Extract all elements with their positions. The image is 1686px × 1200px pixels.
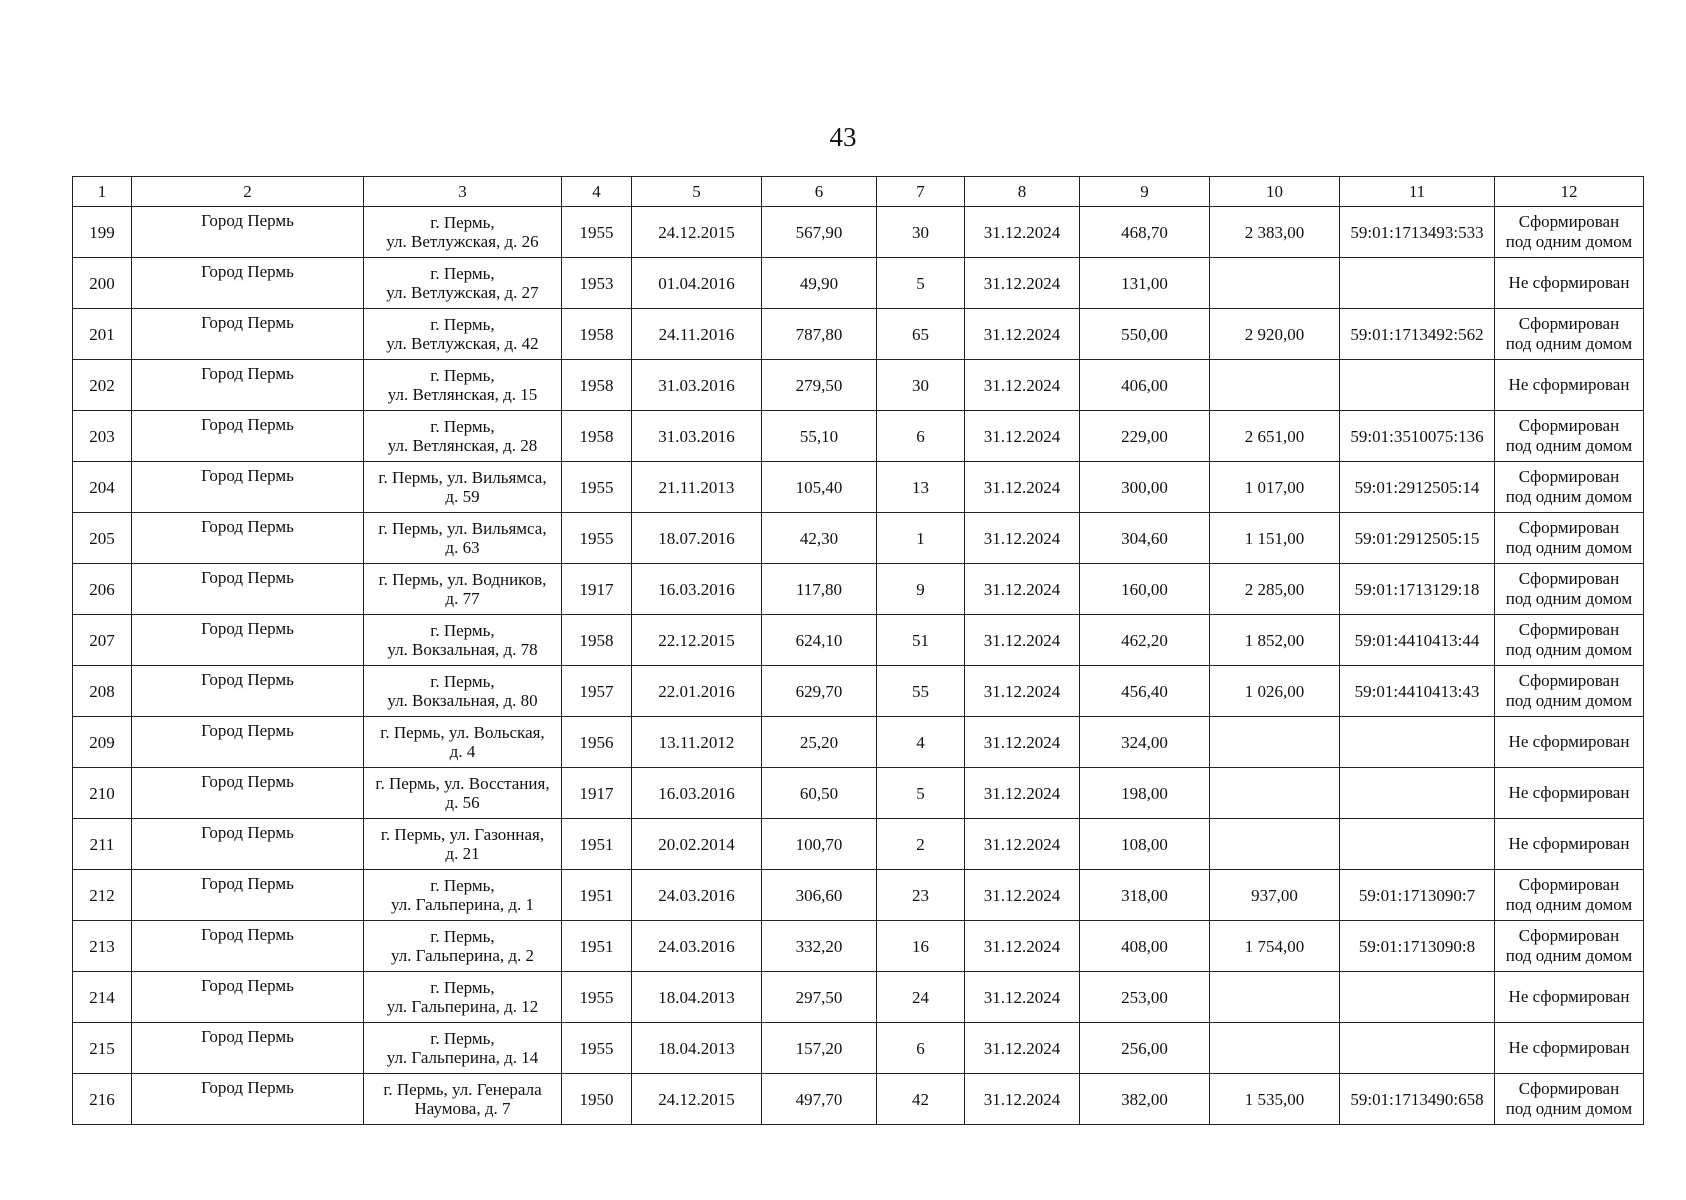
page-number: 43	[829, 122, 857, 152]
area-cell: 497,70	[762, 1074, 877, 1125]
address-cell: г. Пермь, ул. Вильямса, д. 63	[364, 513, 562, 564]
table-row	[73, 717, 1644, 768]
residents-cell: 13	[877, 462, 965, 513]
date-cell: 24.03.2016	[632, 870, 762, 921]
table-row	[73, 819, 1644, 870]
residents-cell: 30	[877, 207, 965, 258]
column-header: 12	[1495, 177, 1644, 207]
municipality-cell: Город Пермь	[132, 360, 364, 411]
year-cell: 1951	[562, 819, 632, 870]
column-10-cell: 1 017,00	[1210, 462, 1340, 513]
deadline-cell: 31.12.2024	[965, 513, 1080, 564]
column-header: 5	[632, 177, 762, 207]
deadline-cell: 31.12.2024	[965, 207, 1080, 258]
housing-registry-table	[72, 176, 1644, 1125]
municipality-cell: Город Пермь	[132, 870, 364, 921]
cadastral-number-cell	[1340, 768, 1495, 819]
column-10-cell: 2 285,00	[1210, 564, 1340, 615]
residents-cell: 51	[877, 615, 965, 666]
municipality-cell: Город Пермь	[132, 768, 364, 819]
year-cell: 1955	[562, 462, 632, 513]
column-9-cell: 318,00	[1080, 870, 1210, 921]
area-cell: 332,20	[762, 921, 877, 972]
residents-cell: 6	[877, 411, 965, 462]
deadline-cell: 31.12.2024	[965, 921, 1080, 972]
status-cell: Не сформирован	[1495, 360, 1644, 411]
address-cell: г. Пермь, ул. Вокзальная, д. 80	[364, 666, 562, 717]
address-cell: г. Пермь, ул. Ветлужская, д. 42	[364, 309, 562, 360]
column-header: 11	[1340, 177, 1495, 207]
column-9-cell: 382,00	[1080, 1074, 1210, 1125]
cadastral-number-cell	[1340, 258, 1495, 309]
table-header-row	[73, 177, 1644, 207]
date-cell: 01.04.2016	[632, 258, 762, 309]
column-9-cell: 229,00	[1080, 411, 1210, 462]
area-cell: 297,50	[762, 972, 877, 1023]
column-9-cell: 408,00	[1080, 921, 1210, 972]
row-number-cell: 208	[73, 666, 132, 717]
column-header: 2	[132, 177, 364, 207]
row-number-cell: 200	[73, 258, 132, 309]
table-row	[73, 1023, 1644, 1074]
column-9-cell: 456,40	[1080, 666, 1210, 717]
year-cell: 1950	[562, 1074, 632, 1125]
column-10-cell: 2 920,00	[1210, 309, 1340, 360]
address-cell: г. Пермь, ул. Газонная, д. 21	[364, 819, 562, 870]
column-9-cell: 550,00	[1080, 309, 1210, 360]
row-number-cell: 215	[73, 1023, 132, 1074]
date-cell: 31.03.2016	[632, 411, 762, 462]
column-9-cell: 160,00	[1080, 564, 1210, 615]
row-number-cell: 210	[73, 768, 132, 819]
year-cell: 1956	[562, 717, 632, 768]
deadline-cell: 31.12.2024	[965, 819, 1080, 870]
area-cell: 100,70	[762, 819, 877, 870]
row-number-cell: 201	[73, 309, 132, 360]
date-cell: 24.11.2016	[632, 309, 762, 360]
status-cell: Сформирован под одним домом	[1495, 309, 1644, 360]
date-cell: 18.04.2013	[632, 1023, 762, 1074]
column-header: 9	[1080, 177, 1210, 207]
table-row	[73, 768, 1644, 819]
column-10-cell: 2 383,00	[1210, 207, 1340, 258]
column-10-cell: 2 651,00	[1210, 411, 1340, 462]
table-row	[73, 309, 1644, 360]
year-cell: 1957	[562, 666, 632, 717]
deadline-cell: 31.12.2024	[965, 360, 1080, 411]
deadline-cell: 31.12.2024	[965, 462, 1080, 513]
address-cell: г. Пермь, ул. Гальперина, д. 12	[364, 972, 562, 1023]
residents-cell: 24	[877, 972, 965, 1023]
cadastral-number-cell: 59:01:2912505:14	[1340, 462, 1495, 513]
year-cell: 1958	[562, 411, 632, 462]
address-cell: г. Пермь, ул. Гальперина, д. 2	[364, 921, 562, 972]
deadline-cell: 31.12.2024	[965, 258, 1080, 309]
status-cell: Не сформирован	[1495, 258, 1644, 309]
table-row	[73, 615, 1644, 666]
table-row	[73, 411, 1644, 462]
cadastral-number-cell	[1340, 717, 1495, 768]
date-cell: 18.04.2013	[632, 972, 762, 1023]
address-cell: г. Пермь, ул. Водников, д. 77	[364, 564, 562, 615]
status-cell: Сформирован под одним домом	[1495, 870, 1644, 921]
column-9-cell: 406,00	[1080, 360, 1210, 411]
column-10-cell	[1210, 819, 1340, 870]
table-row	[73, 360, 1644, 411]
date-cell: 16.03.2016	[632, 768, 762, 819]
date-cell: 22.12.2015	[632, 615, 762, 666]
residents-cell: 30	[877, 360, 965, 411]
cadastral-number-cell	[1340, 972, 1495, 1023]
table-row	[73, 972, 1644, 1023]
column-10-cell: 1 026,00	[1210, 666, 1340, 717]
table-row	[73, 258, 1644, 309]
deadline-cell: 31.12.2024	[965, 666, 1080, 717]
year-cell: 1958	[562, 309, 632, 360]
area-cell: 279,50	[762, 360, 877, 411]
column-10-cell: 937,00	[1210, 870, 1340, 921]
residents-cell: 2	[877, 819, 965, 870]
area-cell: 105,40	[762, 462, 877, 513]
area-cell: 624,10	[762, 615, 877, 666]
municipality-cell: Город Пермь	[132, 1074, 364, 1125]
column-10-cell	[1210, 360, 1340, 411]
address-cell: г. Пермь, ул. Ветлужская, д. 26	[364, 207, 562, 258]
column-10-cell	[1210, 717, 1340, 768]
cadastral-number-cell: 59:01:1713129:18	[1340, 564, 1495, 615]
municipality-cell: Город Пермь	[132, 207, 364, 258]
deadline-cell: 31.12.2024	[965, 768, 1080, 819]
address-cell: г. Пермь, ул. Ветлянская, д. 15	[364, 360, 562, 411]
cadastral-number-cell: 59:01:1713490:658	[1340, 1074, 1495, 1125]
year-cell: 1951	[562, 921, 632, 972]
cadastral-number-cell: 59:01:1713090:7	[1340, 870, 1495, 921]
date-cell: 24.12.2015	[632, 207, 762, 258]
date-cell: 31.03.2016	[632, 360, 762, 411]
residents-cell: 4	[877, 717, 965, 768]
area-cell: 60,50	[762, 768, 877, 819]
column-10-cell: 1 754,00	[1210, 921, 1340, 972]
deadline-cell: 31.12.2024	[965, 411, 1080, 462]
deadline-cell: 31.12.2024	[965, 870, 1080, 921]
residents-cell: 42	[877, 1074, 965, 1125]
status-cell: Сформирован под одним домом	[1495, 207, 1644, 258]
municipality-cell: Город Пермь	[132, 513, 364, 564]
address-cell: г. Пермь, ул. Вильямса, д. 59	[364, 462, 562, 513]
row-number-cell: 211	[73, 819, 132, 870]
date-cell: 20.02.2014	[632, 819, 762, 870]
address-cell: г. Пермь, ул. Вольская, д. 4	[364, 717, 562, 768]
table-row	[73, 207, 1644, 258]
cadastral-number-cell: 59:01:1713090:8	[1340, 921, 1495, 972]
deadline-cell: 31.12.2024	[965, 615, 1080, 666]
year-cell: 1958	[562, 360, 632, 411]
status-cell: Сформирован под одним домом	[1495, 921, 1644, 972]
column-10-cell	[1210, 768, 1340, 819]
cadastral-number-cell: 59:01:1713493:533	[1340, 207, 1495, 258]
column-9-cell: 462,20	[1080, 615, 1210, 666]
municipality-cell: Город Пермь	[132, 1023, 364, 1074]
table-body	[73, 207, 1644, 1125]
deadline-cell: 31.12.2024	[965, 1074, 1080, 1125]
municipality-cell: Город Пермь	[132, 462, 364, 513]
column-header: 8	[965, 177, 1080, 207]
residents-cell: 6	[877, 1023, 965, 1074]
status-cell: Не сформирован	[1495, 768, 1644, 819]
municipality-cell: Город Пермь	[132, 615, 364, 666]
municipality-cell: Город Пермь	[132, 666, 364, 717]
row-number-cell: 209	[73, 717, 132, 768]
date-cell: 16.03.2016	[632, 564, 762, 615]
area-cell: 42,30	[762, 513, 877, 564]
row-number-cell: 207	[73, 615, 132, 666]
table-row	[73, 870, 1644, 921]
row-number-cell: 202	[73, 360, 132, 411]
residents-cell: 5	[877, 258, 965, 309]
column-10-cell	[1210, 972, 1340, 1023]
municipality-cell: Город Пермь	[132, 972, 364, 1023]
status-cell: Не сформирован	[1495, 972, 1644, 1023]
area-cell: 629,70	[762, 666, 877, 717]
row-number-cell: 216	[73, 1074, 132, 1125]
status-cell: Сформирован под одним домом	[1495, 411, 1644, 462]
residents-cell: 9	[877, 564, 965, 615]
cadastral-number-cell: 59:01:3510075:136	[1340, 411, 1495, 462]
area-cell: 117,80	[762, 564, 877, 615]
table-row	[73, 666, 1644, 717]
status-cell: Не сформирован	[1495, 717, 1644, 768]
year-cell: 1955	[562, 513, 632, 564]
municipality-cell: Город Пермь	[132, 411, 364, 462]
address-cell: г. Пермь, ул. Гальперина, д. 1	[364, 870, 562, 921]
area-cell: 25,20	[762, 717, 877, 768]
area-cell: 157,20	[762, 1023, 877, 1074]
column-header: 1	[73, 177, 132, 207]
area-cell: 55,10	[762, 411, 877, 462]
column-10-cell	[1210, 1023, 1340, 1074]
status-cell: Не сформирован	[1495, 819, 1644, 870]
column-9-cell: 300,00	[1080, 462, 1210, 513]
deadline-cell: 31.12.2024	[965, 564, 1080, 615]
cadastral-number-cell: 59:01:2912505:15	[1340, 513, 1495, 564]
column-header: 3	[364, 177, 562, 207]
area-cell: 567,90	[762, 207, 877, 258]
year-cell: 1953	[562, 258, 632, 309]
area-cell: 49,90	[762, 258, 877, 309]
cadastral-number-cell: 59:01:4410413:43	[1340, 666, 1495, 717]
column-9-cell: 108,00	[1080, 819, 1210, 870]
address-cell: г. Пермь, ул. Ветлужская, д. 27	[364, 258, 562, 309]
table-row	[73, 921, 1644, 972]
residents-cell: 5	[877, 768, 965, 819]
table-row	[73, 564, 1644, 615]
column-10-cell: 1 535,00	[1210, 1074, 1340, 1125]
column-9-cell: 304,60	[1080, 513, 1210, 564]
cadastral-number-cell	[1340, 819, 1495, 870]
municipality-cell: Город Пермь	[132, 258, 364, 309]
row-number-cell: 212	[73, 870, 132, 921]
status-cell: Сформирован под одним домом	[1495, 462, 1644, 513]
status-cell: Сформирован под одним домом	[1495, 564, 1644, 615]
date-cell: 24.03.2016	[632, 921, 762, 972]
row-number-cell: 203	[73, 411, 132, 462]
column-header: 6	[762, 177, 877, 207]
municipality-cell: Город Пермь	[132, 564, 364, 615]
deadline-cell: 31.12.2024	[965, 717, 1080, 768]
residents-cell: 55	[877, 666, 965, 717]
date-cell: 18.07.2016	[632, 513, 762, 564]
address-cell: г. Пермь, ул. Восстания, д. 56	[364, 768, 562, 819]
row-number-cell: 199	[73, 207, 132, 258]
cadastral-number-cell	[1340, 360, 1495, 411]
column-10-cell: 1 151,00	[1210, 513, 1340, 564]
deadline-cell: 31.12.2024	[965, 972, 1080, 1023]
deadline-cell: 31.12.2024	[965, 309, 1080, 360]
column-10-cell	[1210, 258, 1340, 309]
column-9-cell: 131,00	[1080, 258, 1210, 309]
date-cell: 21.11.2013	[632, 462, 762, 513]
column-header: 7	[877, 177, 965, 207]
residents-cell: 65	[877, 309, 965, 360]
residents-cell: 16	[877, 921, 965, 972]
column-10-cell: 1 852,00	[1210, 615, 1340, 666]
row-number-cell: 205	[73, 513, 132, 564]
year-cell: 1951	[562, 870, 632, 921]
status-cell: Сформирован под одним домом	[1495, 666, 1644, 717]
status-cell: Сформирован под одним домом	[1495, 615, 1644, 666]
column-9-cell: 468,70	[1080, 207, 1210, 258]
cadastral-number-cell	[1340, 1023, 1495, 1074]
year-cell: 1955	[562, 207, 632, 258]
date-cell: 24.12.2015	[632, 1074, 762, 1125]
row-number-cell: 214	[73, 972, 132, 1023]
cadastral-number-cell: 59:01:1713492:562	[1340, 309, 1495, 360]
year-cell: 1917	[562, 564, 632, 615]
year-cell: 1917	[562, 768, 632, 819]
status-cell: Не сформирован	[1495, 1023, 1644, 1074]
residents-cell: 23	[877, 870, 965, 921]
address-cell: г. Пермь, ул. Вокзальная, д. 78	[364, 615, 562, 666]
table-row	[73, 513, 1644, 564]
status-cell: Сформирован под одним домом	[1495, 513, 1644, 564]
municipality-cell: Город Пермь	[132, 819, 364, 870]
cadastral-number-cell: 59:01:4410413:44	[1340, 615, 1495, 666]
date-cell: 13.11.2012	[632, 717, 762, 768]
table-row	[73, 1074, 1644, 1125]
year-cell: 1955	[562, 1023, 632, 1074]
date-cell: 22.01.2016	[632, 666, 762, 717]
area-cell: 306,60	[762, 870, 877, 921]
deadline-cell: 31.12.2024	[965, 1023, 1080, 1074]
table-row	[73, 462, 1644, 513]
row-number-cell: 206	[73, 564, 132, 615]
area-cell: 787,80	[762, 309, 877, 360]
address-cell: г. Пермь, ул. Ветлянская, д. 28	[364, 411, 562, 462]
address-cell: г. Пермь, ул. Гальперина, д. 14	[364, 1023, 562, 1074]
municipality-cell: Город Пермь	[132, 309, 364, 360]
address-cell: г. Пермь, ул. Генерала Наумова, д. 7	[364, 1074, 562, 1125]
column-9-cell: 253,00	[1080, 972, 1210, 1023]
column-header: 4	[562, 177, 632, 207]
municipality-cell: Город Пермь	[132, 717, 364, 768]
column-9-cell: 198,00	[1080, 768, 1210, 819]
column-header: 10	[1210, 177, 1340, 207]
residents-cell: 1	[877, 513, 965, 564]
row-number-cell: 213	[73, 921, 132, 972]
year-cell: 1955	[562, 972, 632, 1023]
year-cell: 1958	[562, 615, 632, 666]
column-9-cell: 256,00	[1080, 1023, 1210, 1074]
municipality-cell: Город Пермь	[132, 921, 364, 972]
row-number-cell: 204	[73, 462, 132, 513]
column-9-cell: 324,00	[1080, 717, 1210, 768]
status-cell: Сформирован под одним домом	[1495, 1074, 1644, 1125]
